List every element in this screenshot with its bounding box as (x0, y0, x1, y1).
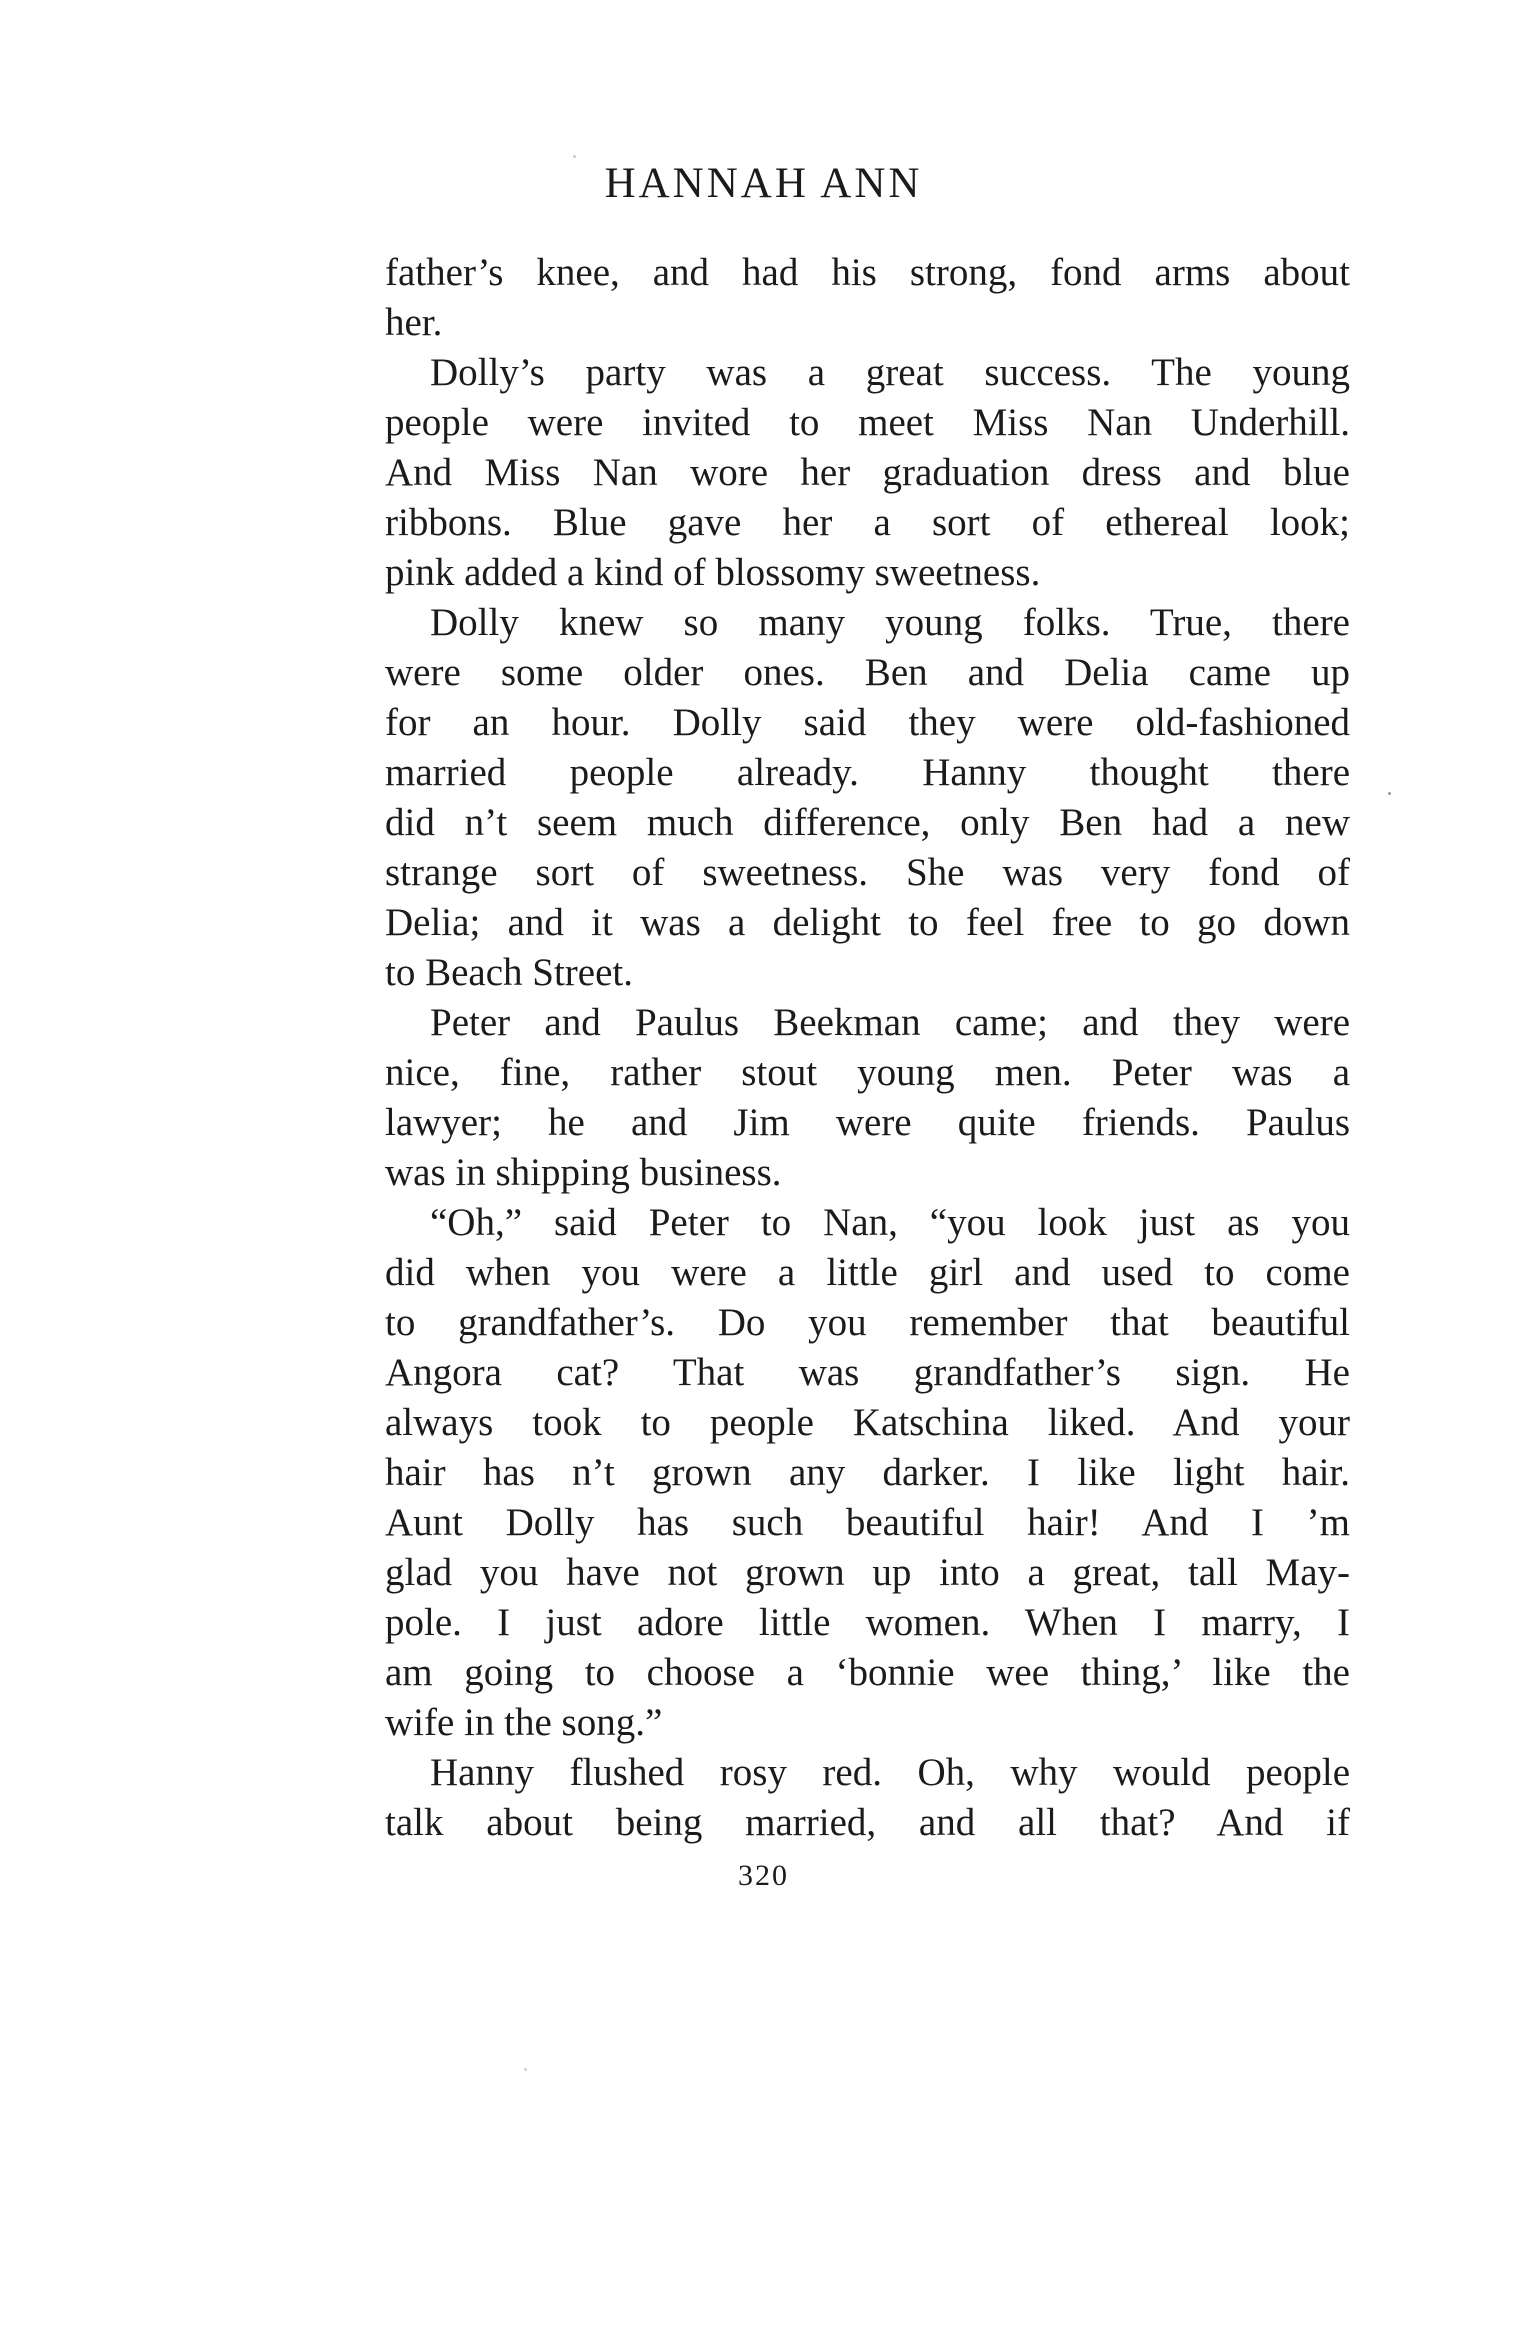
text-line: married people already. Hanny thought there (385, 751, 1350, 794)
text-line: Angora cat? That was grandfather’s sign. He (385, 1351, 1350, 1394)
paper-speck (1388, 792, 1391, 795)
text-line: Aunt Dolly has such beautiful hair! And I ’m (385, 1501, 1350, 1544)
paragraph-first-line: Dolly’s party was a great success. The young (430, 351, 1350, 394)
text-line: pink added a kind of blossomy sweetness. (385, 551, 1041, 594)
paragraph-first-line: Peter and Paulus Beekman came; and they were (430, 1001, 1350, 1044)
text-line: ribbons. Blue gave her a sort of ethereal look; (385, 501, 1350, 544)
text-line: nice, fine, rather stout young men. Peter was a (385, 1051, 1350, 1094)
text-line: glad you have not grown up into a great, tall May- (385, 1551, 1350, 1594)
text-line: hair has n’t grown any darker. I like light hair. (385, 1451, 1350, 1494)
running-title: HANNAH ANN (604, 160, 923, 207)
text-line: wife in the song.” (385, 1701, 663, 1744)
paragraph-first-line: “Oh,” said Peter to Nan, “you look just as you (430, 1201, 1350, 1244)
text-line: am going to choose a ‘bonnie wee thing,’ like the (385, 1651, 1350, 1694)
text-line: was in shipping business. (385, 1151, 782, 1194)
text-line: always took to people Katschina liked. And your (385, 1401, 1350, 1444)
text-line: for an hour. Dolly said they were old-fashioned (385, 701, 1350, 744)
body-text (385, 248, 1350, 1848)
text-line: strange sort of sweetness. She was very fond of (385, 851, 1350, 894)
text-line: talk about being married, and all that? And if (385, 1801, 1350, 1844)
text-line: Delia; and it was a delight to feel free to go down (385, 901, 1350, 944)
page-number: 320 (738, 1859, 789, 1892)
text-line: did when you were a little girl and used to come (385, 1251, 1350, 1294)
paragraph-first-line: Hanny flushed rosy red. Oh, why would people (430, 1751, 1350, 1794)
text-line: people were invited to meet Miss Nan Underhill. (385, 401, 1350, 444)
text-line: to Beach Street. (385, 951, 633, 994)
text-line: did n’t seem much difference, only Ben had a new (385, 801, 1350, 844)
text-line: were some older ones. Ben and Delia came up (385, 651, 1350, 694)
text-line: lawyer; he and Jim were quite friends. Paulus (385, 1101, 1350, 1144)
paper-speck (524, 2068, 527, 2071)
text-line: And Miss Nan wore her graduation dress and blue (385, 451, 1350, 494)
paragraph-first-line: Dolly knew so many young folks. True, there (430, 601, 1350, 644)
text-line: her. (385, 301, 443, 344)
text-line: to grandfather’s. Do you remember that beautiful (385, 1301, 1350, 1344)
paper-speck (573, 155, 576, 158)
text-line: pole. I just adore little women. When I marry, I (385, 1601, 1350, 1644)
text-line: father’s knee, and had his strong, fond arms about (385, 251, 1350, 294)
